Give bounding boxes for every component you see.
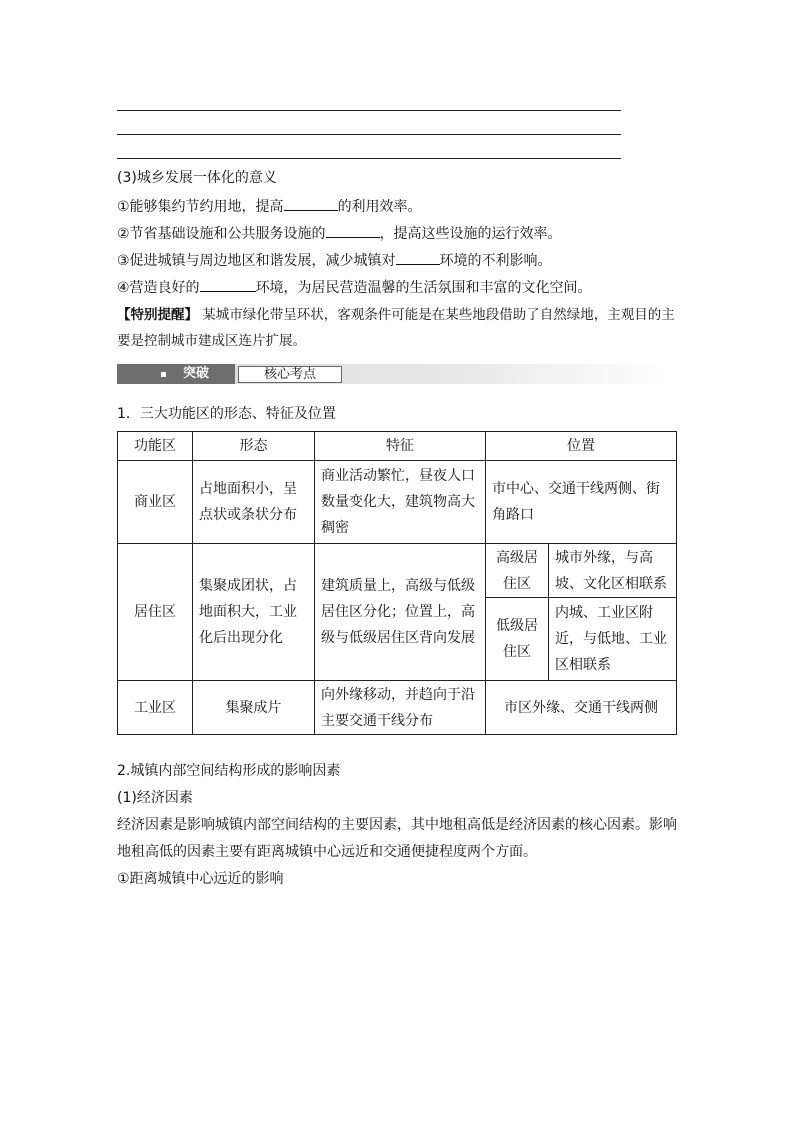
- sub-zone-location: 城市外缘，与高坡、文化区相联系: [549, 544, 677, 598]
- item-text: 的利用效率。: [337, 199, 422, 215]
- banner-light-label: 核心考点: [238, 366, 342, 383]
- item-text: ③促进城镇与周边地区和谐发展，减少城镇对: [117, 253, 396, 269]
- answer-line-2: [117, 134, 621, 135]
- section-heading: (3)城乡发展一体化的意义: [117, 170, 277, 186]
- item-text: ②节省基础设施和公共服务设施的: [117, 226, 326, 242]
- sub-heading: ①距离城镇中心远近的影响: [117, 871, 284, 887]
- table-header: 特征: [315, 432, 486, 461]
- fill-blank[interactable]: [396, 250, 440, 265]
- sub-zone-name: 低级居住区: [486, 598, 549, 681]
- zone-location: 市中心、交通干线两侧、街角路口: [486, 461, 677, 544]
- table-row: [118, 681, 677, 735]
- function-zone-table: [117, 431, 677, 735]
- item-text: ，提高这些设施的运行效率。: [379, 226, 562, 242]
- table-header: 形态: [193, 432, 315, 461]
- table-header: 位置: [486, 432, 677, 461]
- item-text: 环境的不利影响。: [439, 253, 552, 269]
- item-text: ④营造良好的: [117, 280, 200, 296]
- table-row: [118, 461, 677, 544]
- special-reminder: [117, 302, 677, 354]
- fill-blank-item: [117, 196, 422, 217]
- paragraph: 经济因素是影响城镇内部空间结构的主要因素，其中地租高低是经济因素的核心因素。影响地租高低的因素主要有距离城镇中心远近和交通便捷程度两个方面。: [117, 817, 677, 860]
- zone-name: 居住区: [118, 544, 193, 681]
- sub-heading: (1)经济因素: [117, 790, 193, 806]
- sub-zone-name: 高级居住区: [486, 544, 549, 598]
- fill-blank-item: [117, 250, 552, 271]
- fill-blank[interactable]: [284, 196, 338, 211]
- item-text: 环境，为居民营造温馨的生活氛围和丰富的文化空间。: [255, 280, 592, 296]
- banner-dark-label: 突破: [183, 366, 210, 381]
- zone-location: 市区外缘、交通干线两侧: [486, 681, 677, 735]
- table-row: [118, 544, 677, 598]
- section-title: 1．三大功能区的形态、特征及位置: [117, 406, 336, 422]
- zone-form: 占地面积小，呈点状或条状分布: [193, 461, 315, 544]
- sub-zone-location: 内城、工业区附近，与低地、工业区相联系: [549, 598, 677, 681]
- square-bullet-icon: [161, 372, 166, 377]
- zone-name: 工业区: [118, 681, 193, 735]
- answer-line-3: [117, 158, 621, 159]
- zone-form: 集聚成团状，占地面积大，工业化后出现分化: [193, 544, 315, 681]
- fill-blank-item: [117, 223, 562, 244]
- banner-dark-tab: [117, 364, 235, 384]
- zone-name: 商业区: [118, 461, 193, 544]
- section-banner: [117, 364, 677, 384]
- table-header-row: [118, 432, 677, 461]
- fill-blank-item: [117, 277, 592, 298]
- answer-line-1: [117, 110, 621, 111]
- section-title: 2.城镇内部空间结构形成的影响因素: [117, 763, 341, 779]
- zone-feature: 建筑质量上，高级与低级居住区分化；位置上，高级与低级居住区背向发展: [315, 544, 486, 681]
- zone-feature: 向外缘移动，并趋向于沿主要交通干线分布: [315, 681, 486, 735]
- zone-feature: 商业活动繁忙，昼夜人口数量变化大，建筑物高大稠密: [315, 461, 486, 544]
- item-text: ①能够集约节约用地，提高: [117, 199, 284, 215]
- zone-form: 集聚成片: [193, 681, 315, 735]
- fill-blank[interactable]: [200, 277, 256, 292]
- table-header: 功能区: [118, 432, 193, 461]
- reminder-text: 某城市绿化带呈环状，客观条件可能是在某些地段借助了自然绿地，主观目的主要是控制城市建成区连片扩展。: [117, 307, 675, 349]
- fill-blank[interactable]: [326, 223, 380, 238]
- reminder-label: 【特别提醒】: [117, 307, 198, 323]
